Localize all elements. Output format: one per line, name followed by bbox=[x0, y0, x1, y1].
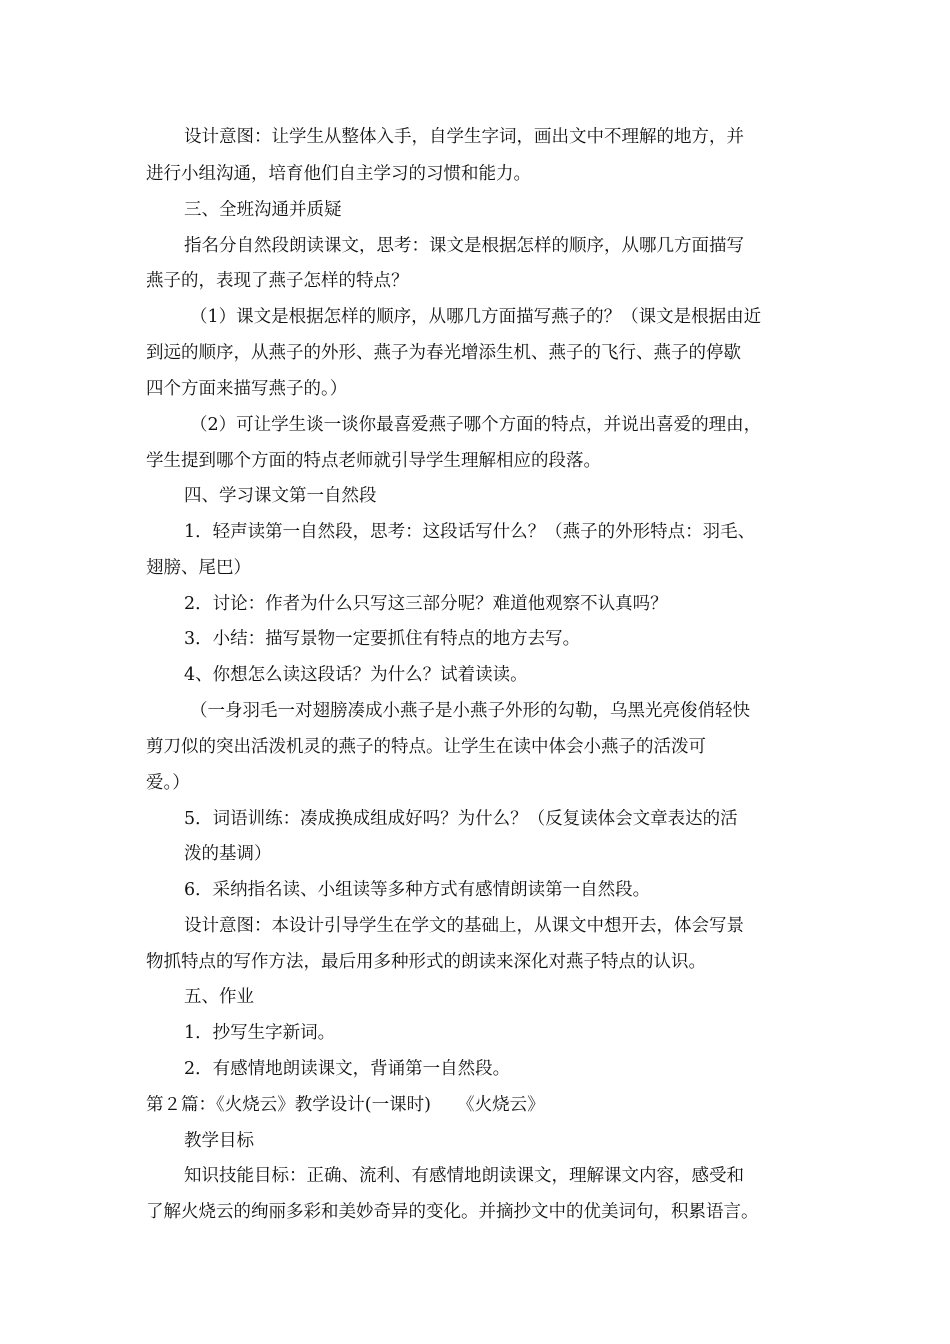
paragraph-line: 四个方面来描写燕子的。） bbox=[146, 379, 348, 399]
paragraph-line: 到远的顺序，从燕子的外形、燕子为春光增添生机、燕子的飞行、燕子的停歇 bbox=[146, 343, 741, 363]
paragraph-line: （2）可让学生谈一谈你最喜爱燕子哪个方面的特点，并说出喜爱的理由， bbox=[190, 415, 762, 435]
paragraph-line: 1．轻声读第一自然段，思考：这段话写什么？（燕子的外形特点：羽毛、 bbox=[184, 522, 756, 542]
paragraph-line: 泼的基调） bbox=[184, 844, 272, 864]
paragraph-line: 设计意图：本设计引导学生在学文的基础上，从课文中想开去，体会写景 bbox=[184, 916, 744, 936]
paragraph-line: 物抓特点的写作方法，最后用多种形式的朗读来深化对燕子特点的认识。 bbox=[146, 952, 706, 972]
paragraph-line: 学生提到哪个方面的特点老师就引导学生理解相应的段落。 bbox=[146, 451, 601, 471]
paragraph-line: 燕子的，表现了燕子怎样的特点？ bbox=[146, 271, 409, 291]
paragraph-line: 设计意图：让学生从整体入手，自学生字词，画出文中不理解的地方，并 bbox=[184, 127, 744, 147]
paragraph-line: （1）课文是根据怎样的顺序，从哪几方面描写燕子的？（课文是根据由近 bbox=[190, 307, 762, 327]
paragraph-line: （一身羽毛一对翅膀凑成小燕子是小燕子外形的勾勒，乌黑光亮俊俏轻快 bbox=[190, 701, 750, 721]
section-heading: 三、全班沟通并质疑 bbox=[184, 200, 342, 220]
section-heading: 教学目标 bbox=[184, 1131, 254, 1151]
paragraph-line: 进行小组沟通，培育他们自主学习的习惯和能力。 bbox=[146, 164, 531, 184]
paragraph-line: 翅膀、尾巴） bbox=[146, 558, 251, 578]
paragraph-line: 3．小结：描写景物一定要抓住有特点的地方去写。 bbox=[184, 629, 581, 649]
paragraph-line: 4、你想怎么读这段话？为什么？试着读读。 bbox=[184, 665, 528, 685]
paragraph-line: 指名分自然段朗读课文，思考：课文是根据怎样的顺序，从哪几方面描写 bbox=[184, 236, 744, 256]
paragraph-line: 爱。） bbox=[146, 773, 190, 793]
paragraph-line: 5．词语训练：凑成换成组成好吗？为什么？（反复读体会文章表达的活 bbox=[184, 809, 738, 829]
paragraph-line: 6．采纳指名读、小组读等多种方式有感情朗读第一自然段。 bbox=[184, 880, 651, 900]
paragraph-line: 2．有感情地朗读课文，背诵第一自然段。 bbox=[184, 1059, 511, 1079]
chapter-title: 第２篇：《火烧云》教学设计(一课时) 《火烧云》 bbox=[146, 1095, 545, 1115]
paragraph-line: 剪刀似的突出活泼机灵的燕子的特点。让学生在读中体会小燕子的活泼可 bbox=[146, 737, 706, 757]
paragraph-line: 2．讨论：作者为什么只写这三部分呢？难道他观察不认真吗？ bbox=[184, 594, 668, 614]
paragraph-line: 了解火烧云的绚丽多彩和美妙奇异的变化。并摘抄文中的优美词句，积累语言。 bbox=[146, 1202, 759, 1222]
section-heading: 五、作业 bbox=[184, 987, 254, 1007]
section-heading: 四、学习课文第一自然段 bbox=[184, 486, 377, 506]
paragraph-line: 知识技能目标：正确、流利、有感情地朗读课文，理解课文内容，感受和 bbox=[184, 1166, 744, 1186]
paragraph-line: 1．抄写生字新词。 bbox=[184, 1023, 336, 1043]
